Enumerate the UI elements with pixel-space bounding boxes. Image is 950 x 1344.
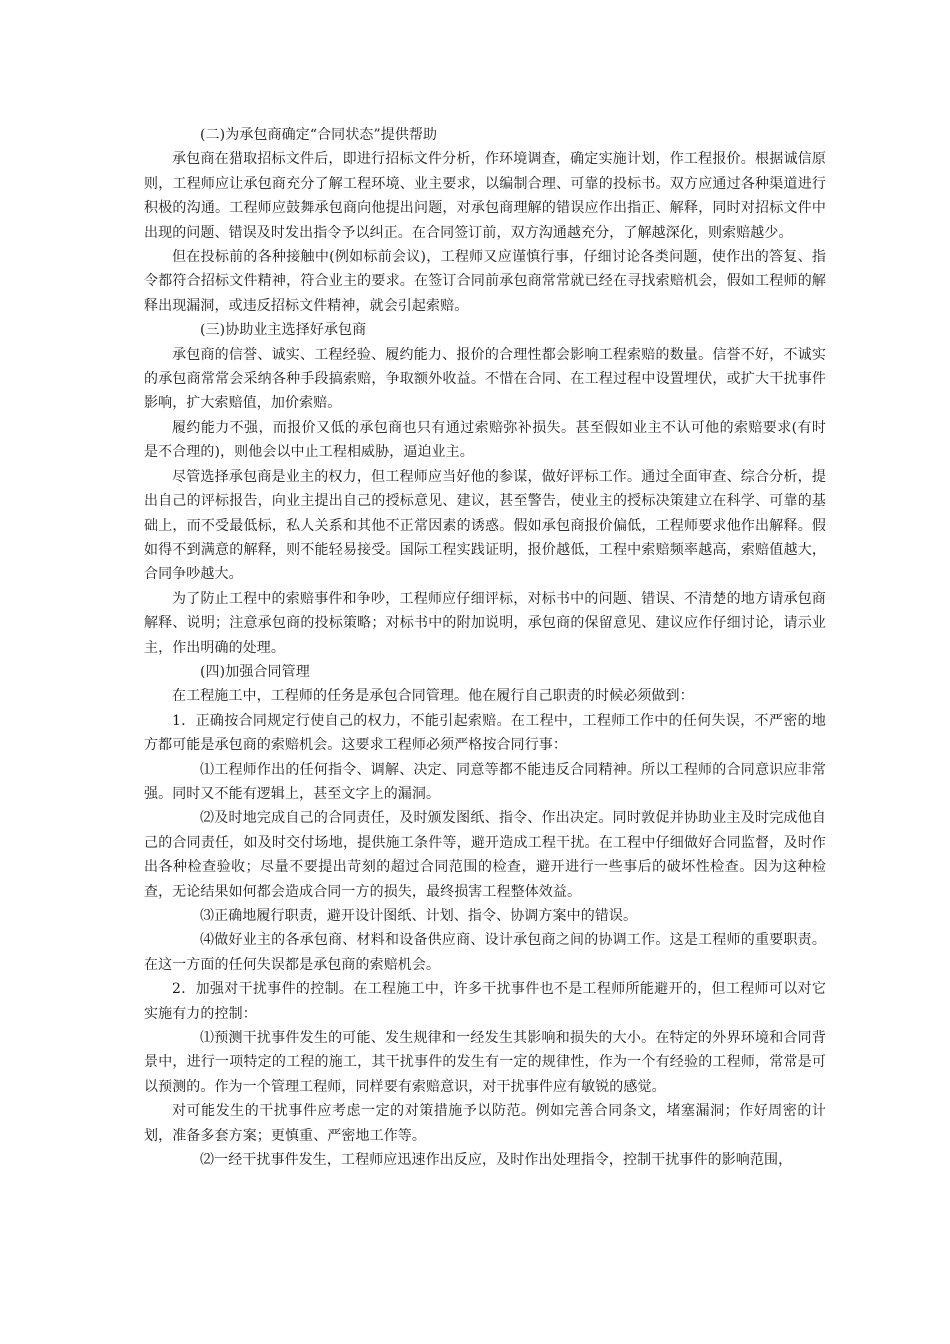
body-paragraph: 履约能力不强，而报价又低的承包商也只有通过索赔弥补损失。甚至假如业主不认可他的索赔要求(有时是不合理的)，则他会以中止工程相威胁，逼迫业主。	[144, 419, 826, 461]
body-paragraph: 尽管选择承包商是业主的权力，但工程师应当好他的参谋，做好评标工作。通过全面审查、综合分析，提出自己的评标报告，向业主提出自己的授标意见、建议，甚至警告，使业主的授标决策建立在科学、可靠的基础上，而不受最低标，私人关系和其他不正常因素的诱惑。假如承包商报价偏低，工程师要求他作出解释。假如得不到满意的解释，则不能轻易接受。国际工程实践证明，报价越低，工程中索赔频率越高，索赔值越大，合同争吵越大。	[144, 468, 826, 583]
list-item: ⑵一经干扰事件发生，工程师应迅速作出反应，及时作出处理指令，控制干扰事件的影响范围，	[200, 1152, 793, 1169]
list-item: ⑶正确地履行职责，避开设计图纸、计划、指令、协调方案中的错误。	[200, 908, 638, 924]
section-heading: (四)加强合同管理	[200, 663, 310, 680]
body-paragraph: 为了防止工程中的索赔事件和争吵，工程师应仔细评标，对标书中的问题、错误、不清楚的地方请承包商解释、说明；注意承包商的投标策略；对标书中的附加说明，承包商的保留意见、建议应作仔细讨论，请示业主，作出明确的处理。	[144, 590, 826, 656]
section-heading: (二)为承包商确定“合同状态”提供帮助	[200, 127, 438, 143]
list-item: ⑷做好业主的各承包商、材料和设备供应商、设计承包商之间的协调工作。这是工程师的重要职责。在这一方面的任何失误都是承包商的索赔机会。	[144, 932, 826, 973]
body-paragraph: 对可能发生的干扰事件应考虑一定的对策措施予以防范。例如完善合同条文，堵塞漏洞；作好周密的计划，准备多套方案；更慎重、严密地工作等。	[144, 1103, 826, 1144]
list-item: ⑴预测干扰事件发生的可能、发生规律和一经发生其影响和损失的大小。在特定的外界环境和合同背景中，进行一项特定的工程的施工，其干扰事件的发生有一定的规律性，作为一个有经验的工程师，常常是可以预测的。作为一个管理工程师，同样要有索赔意识，对干扰事件应有敏锐的感觉。	[144, 1030, 826, 1095]
body-paragraph: 承包商在猎取招标文件后，即进行招标文件分析，作环境调查，确定实施计划，作工程报价。根据诚信原则，工程师应让承包商充分了解工程环境、业主要求，以编制合理、可靠的投标书。双方应通过各种渠道进行积极的沟通。工程师应鼓舞承包商向他提出问题，对承包商理解的错误应作出指正、解释，同时对招标文件中出现的问题、错误及时发出指令予以纠正。在合同签订前，双方沟通越充分，了解越深化，则索赔越少。	[144, 151, 826, 241]
list-item: ⑴工程师作出的任何指令、调解、决定、同意等都不能违反合同精神。所以工程师的合同意识应非常强。同时又不能有逻辑上，甚至文字上的漏洞。	[144, 761, 826, 802]
list-item: ⑵及时地完成自己的合同责任，及时颁发图纸、指令、作出决定。同时敦促并协助业主及时完成他自己的合同责任，如及时交付场地，提供施工条件等，避开造成工程干扰。在工程中仔细做好合同监督，及时作出各种检查验收；尽量不要提出苛刻的超过合同范围的检查，避开进行一些事后的破坏性检查。因为这种检查，无论结果如何都会造成合同一方的损失，最终损害工程整体效益。	[144, 810, 826, 900]
body-paragraph: 1．正确按合同规定行使自己的权力，不能引起索赔。在工程中，工程师工作中的任何失误，不严密的地方都可能是承包商的索赔机会。这要求工程师必须严格按合同行事：	[144, 712, 826, 754]
body-paragraph: 2．加强对干扰事件的控制。在工程施工中，许多干扰事件也不是工程师所能避开的，但工程师可以对它实施有力的控制：	[144, 981, 826, 1022]
body-paragraph: 但在投标前的各种接触中(例如标前会议)，工程师又应谨慎行事，仔细讨论各类问题，使作出的答复、指令都符合招标文件精神，符合业主的要求。在签订合同前承包商常常就已经在寻找索赔机会，假如工程师的解释出现漏洞，或违反招标文件精神，就会引起索赔。	[144, 249, 826, 314]
section-heading: (三)协助业主选择好承包商	[200, 322, 367, 339]
body-paragraph: 承包商的信誉、诚实、工程经验、履约能力、报价的合理性都会影响工程索赔的数量。信誉不好，不诚实的承包商常常会采纳各种手段搞索赔，争取额外收益。不惜在合同、在工程过程中设置埋伏，或扩大干扰事件影响，扩大索赔值，加价索赔。	[144, 346, 826, 412]
document-page	[144, 123, 826, 1172]
body-paragraph: 在工程施工中，工程师的任务是承包合同管理。他在履行自己职责的时候必须做到：	[172, 688, 694, 705]
